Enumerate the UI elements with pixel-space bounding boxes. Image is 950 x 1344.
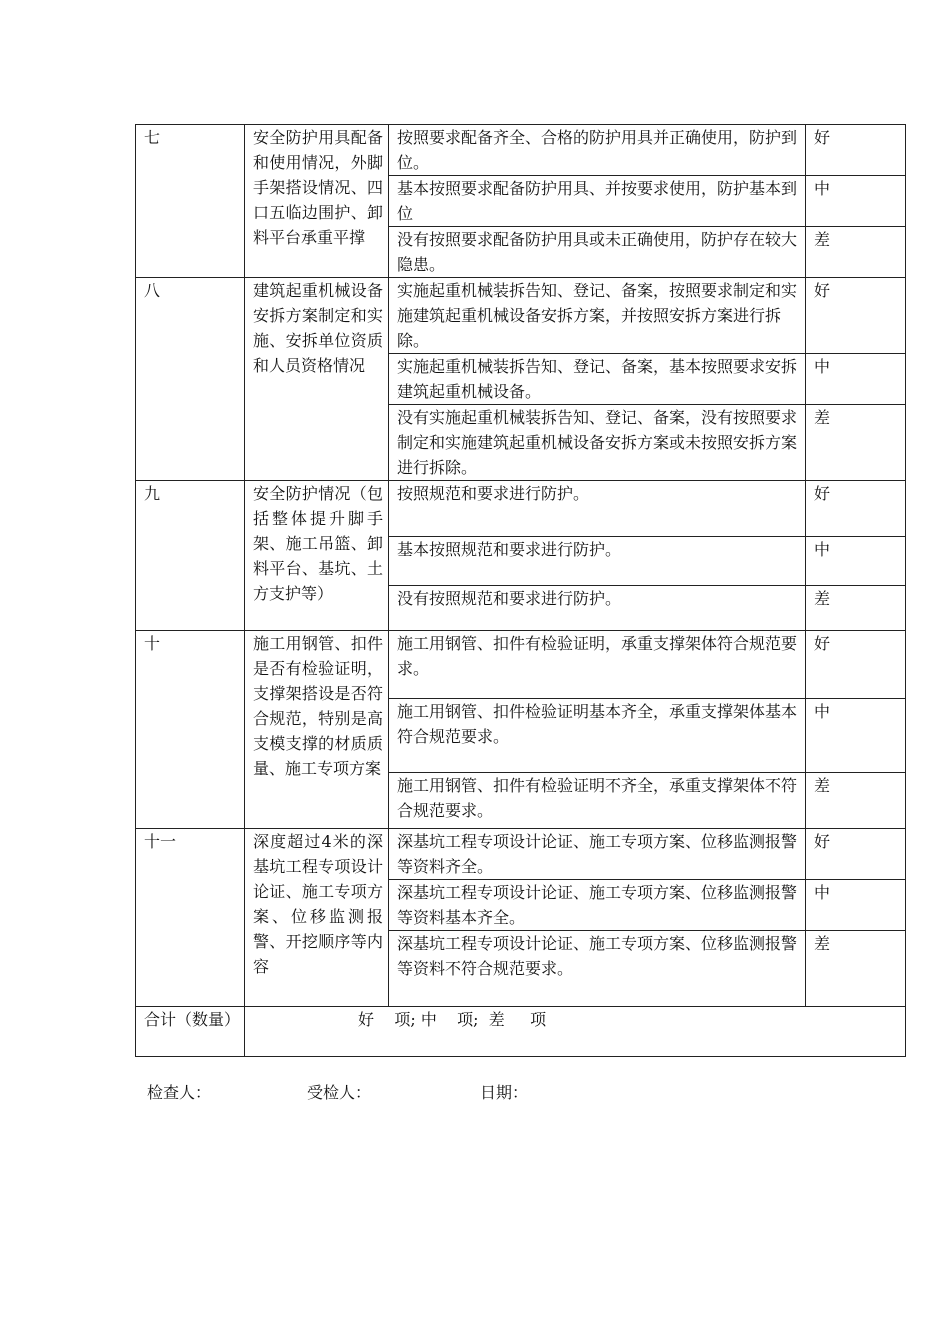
inspector-label: 检查人： (147, 1083, 212, 1102)
grade-level: 好 (806, 278, 906, 354)
item-description: 施工用钢管、扣件是否有检验证明，支撑架搭设是否符合规范，特别是高支模支撑的材质质量、施工专项方案 (245, 631, 389, 829)
criterion: 基本按照规范和要求进行防护。 (389, 537, 806, 586)
item-description: 安全防护情况（包括整体提升脚手架、施工吊篮、卸料平台、基坑、土方支护等） (245, 481, 389, 631)
criterion: 没有按照要求配备防护用具或未正确使用，防护存在较大隐患。 (389, 227, 806, 278)
item-number: 九 (136, 481, 245, 631)
grade-level: 中 (806, 880, 906, 931)
criterion: 没有按照规范和要求进行防护。 (389, 586, 806, 631)
criterion: 实施起重机械装拆告知、登记、备案，按照要求制定和实施建筑起重机械设备安拆方案，并按照安拆方案进行拆除。 (389, 278, 806, 354)
table-row (136, 278, 906, 354)
total-label: 合计（数量） (136, 1007, 245, 1057)
criterion: 深基坑工程专项设计论证、施工专项方案、位移监测报警等资料基本齐全。 (389, 880, 806, 931)
item-number: 十一 (136, 829, 245, 1007)
item-description: 深度超过4米的深基坑工程专项设计论证、施工专项方案、位移监测报警、开挖顺序等内容 (245, 829, 389, 1007)
date-label: 日期： (480, 1083, 529, 1102)
total-row (136, 1007, 906, 1057)
grade-level: 好 (806, 125, 906, 176)
item-description: 安全防护用具配备和使用情况，外脚手架搭设情况、四口五临边围护、卸料平台承重平撑 (245, 125, 389, 278)
criterion: 按照规范和要求进行防护。 (389, 481, 806, 537)
criterion: 按照要求配备齐全、合格的防护用具并正确使用，防护到位。 (389, 125, 806, 176)
grade-level: 差 (806, 227, 906, 278)
criterion: 实施起重机械装拆告知、登记、备案，基本按照要求安拆建筑起重机械设备。 (389, 354, 806, 405)
item-number: 十 (136, 631, 245, 829)
grade-level: 中 (806, 699, 906, 773)
grade-level: 好 (806, 631, 906, 699)
inspectee-label: 受检人： (307, 1083, 372, 1102)
criterion: 施工用钢管、扣件检验证明基本齐全，承重支撑架体基本符合规范要求。 (389, 699, 806, 773)
criterion: 深基坑工程专项设计论证、施工专项方案、位移监测报警等资料不符合规范要求。 (389, 931, 806, 1007)
criterion: 深基坑工程专项设计论证、施工专项方案、位移监测报警等资料齐全。 (389, 829, 806, 880)
criterion: 没有实施起重机械装拆告知、登记、备案，没有按照要求制定和实施建筑起重机械设备安拆方案或未按照安拆方案进行拆除。 (389, 405, 806, 481)
inspection-table (135, 124, 906, 1057)
item-number: 七 (136, 125, 245, 278)
criterion: 施工用钢管、扣件有检验证明不齐全，承重支撑架体不符合规范要求。 (389, 773, 806, 829)
grade-level: 好 (806, 481, 906, 537)
table-row (136, 631, 906, 699)
grade-level: 中 (806, 354, 906, 405)
total-values: 好 项; 中 项; 差 项 (358, 1010, 547, 1029)
grade-level: 中 (806, 176, 906, 227)
criterion: 施工用钢管、扣件有检验证明，承重支撑架体符合规范要求。 (389, 631, 806, 699)
grade-level: 差 (806, 405, 906, 481)
table-row (136, 829, 906, 880)
table-row (136, 125, 906, 176)
item-number: 八 (136, 278, 245, 481)
grade-level: 差 (806, 773, 906, 829)
table-row (136, 481, 906, 537)
grade-level: 差 (806, 586, 906, 631)
criterion: 基本按照要求配备防护用具、并按要求使用，防护基本到位 (389, 176, 806, 227)
total-values-cell (245, 1007, 906, 1057)
item-description: 建筑起重机械设备安拆方案制定和实施、安拆单位资质和人员资格情况 (245, 278, 389, 481)
grade-level: 好 (806, 829, 906, 880)
grade-level: 差 (806, 931, 906, 1007)
grade-level: 中 (806, 537, 906, 586)
